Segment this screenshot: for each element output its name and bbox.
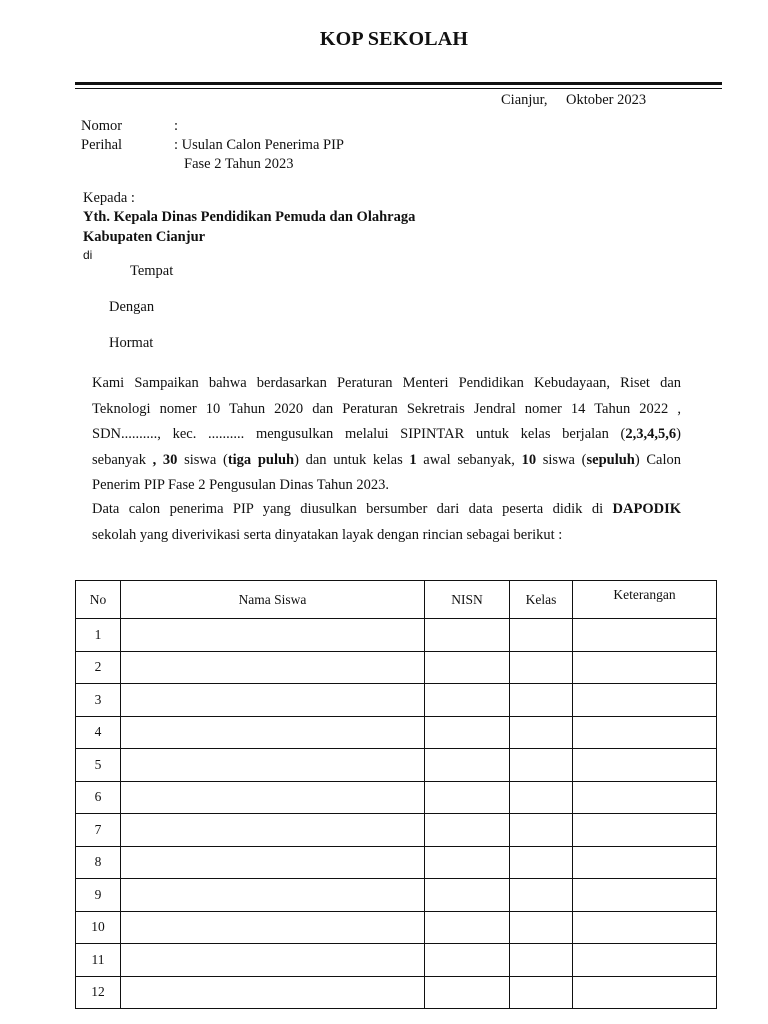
cell-kelas[interactable] (510, 749, 573, 782)
row-number: 5 (76, 749, 121, 782)
di-label: di (83, 248, 93, 262)
cell-keterangan[interactable] (573, 781, 717, 814)
cell-nisn[interactable] (425, 814, 510, 847)
cell-nama-siswa[interactable] (121, 651, 425, 684)
cell-kelas[interactable] (510, 944, 573, 977)
body-paragraph-1 (92, 371, 681, 499)
row-number: 4 (76, 716, 121, 749)
table-row (76, 879, 717, 912)
cell-nama-siswa[interactable] (121, 684, 425, 717)
paragraph1-line5: Penerim PIP Fase 2 Pengusulan Dinas Tahun 2023. (92, 477, 390, 493)
table-row (76, 911, 717, 944)
cell-nisn[interactable] (425, 944, 510, 977)
cell-kelas[interactable] (510, 619, 573, 652)
cell-keterangan[interactable] (573, 684, 717, 717)
cell-nama-siswa[interactable] (121, 749, 425, 782)
letter-date: Oktober 2023 (566, 92, 647, 108)
cell-nama-siswa[interactable] (121, 944, 425, 977)
table-row (76, 976, 717, 1009)
paragraph2-line1: Data calon penerima PIP yang diusulkan bersumber dari data peserta didik di DAPODIK (92, 501, 681, 517)
cell-nisn[interactable] (425, 846, 510, 879)
cell-keterangan[interactable] (573, 911, 717, 944)
cell-kelas[interactable] (510, 684, 573, 717)
column-header-nisn: NISN (425, 581, 510, 619)
table-row (76, 716, 717, 749)
cell-nama-siswa[interactable] (121, 781, 425, 814)
greeting-dengan: Dengan (109, 299, 155, 315)
table-row (76, 846, 717, 879)
table-row (76, 781, 717, 814)
row-number: 8 (76, 846, 121, 879)
row-number: 9 (76, 879, 121, 912)
cell-keterangan[interactable] (573, 716, 717, 749)
cell-kelas[interactable] (510, 814, 573, 847)
cell-nisn[interactable] (425, 651, 510, 684)
table-row (76, 651, 717, 684)
recipient-line2: Kabupaten Cianjur (83, 229, 206, 245)
perihal-value-line2: Fase 2 Tahun 2023 (184, 156, 294, 172)
student-table (75, 580, 717, 1009)
cell-nisn[interactable] (425, 911, 510, 944)
cell-nama-siswa[interactable] (121, 814, 425, 847)
table-header-row (76, 581, 717, 619)
row-number: 11 (76, 944, 121, 977)
city: Cianjur, (501, 92, 548, 108)
row-number: 6 (76, 781, 121, 814)
kepada-label: Kepada : (83, 190, 135, 206)
cell-keterangan[interactable] (573, 814, 717, 847)
paragraph1-line2: Teknologi nomer 10 Tahun 2020 dan Peraturan Sekretrais Jendral nomer 14 Tahun 2022 , (92, 400, 681, 417)
cell-nama-siswa[interactable] (121, 976, 425, 1009)
cell-nisn[interactable] (425, 749, 510, 782)
table-row (76, 619, 717, 652)
cell-kelas[interactable] (510, 651, 573, 684)
cell-nisn[interactable] (425, 781, 510, 814)
cell-nama-siswa[interactable] (121, 716, 425, 749)
cell-keterangan[interactable] (573, 846, 717, 879)
nomor-label: Nomor (81, 118, 123, 134)
row-number: 10 (76, 911, 121, 944)
table-row (76, 684, 717, 717)
cell-keterangan[interactable] (573, 976, 717, 1009)
recipient-line1: Yth. Kepala Dinas Pendidikan Pemuda dan Olahraga (83, 209, 416, 225)
nomor-value: : (174, 118, 179, 134)
column-header-kelas: Kelas (510, 581, 573, 619)
letterhead-rule-thin (75, 88, 722, 89)
letterhead-rule-thick (75, 82, 722, 85)
table-row (76, 749, 717, 782)
cell-nisn[interactable] (425, 976, 510, 1009)
tempat-label: Tempat (130, 263, 174, 279)
cell-nama-siswa[interactable] (121, 846, 425, 879)
row-number: 7 (76, 814, 121, 847)
cell-nisn[interactable] (425, 716, 510, 749)
cell-nama-siswa[interactable] (121, 879, 425, 912)
paragraph2-line2: sekolah yang diverivikasi serta dinyatakan layak dengan rincian sebagai berikut : (92, 526, 563, 543)
perihal-value: : Usulan Calon Penerima PIP (174, 137, 344, 153)
cell-nisn[interactable] (425, 684, 510, 717)
greeting-hormat: Hormat (109, 335, 154, 351)
cell-nisn[interactable] (425, 619, 510, 652)
cell-nisn[interactable] (425, 879, 510, 912)
cell-keterangan[interactable] (573, 944, 717, 977)
cell-kelas[interactable] (510, 846, 573, 879)
paragraph1-line3: SDN.........., kec. .......... mengusulkan melalui SIPINTAR untuk kelas berjalan (2,3,4,5,6) (92, 426, 681, 442)
column-header-nama-siswa: Nama Siswa (121, 581, 425, 619)
cell-nama-siswa[interactable] (121, 619, 425, 652)
cell-keterangan[interactable] (573, 619, 717, 652)
row-number: 3 (76, 684, 121, 717)
cell-nama-siswa[interactable] (121, 911, 425, 944)
cell-kelas[interactable] (510, 976, 573, 1009)
row-number: 12 (76, 976, 121, 1009)
cell-kelas[interactable] (510, 716, 573, 749)
table-row (76, 944, 717, 977)
cell-keterangan[interactable] (573, 651, 717, 684)
column-header-keterangan: Keterangan (573, 581, 717, 619)
body-paragraph-2 (92, 497, 681, 548)
row-number: 2 (76, 651, 121, 684)
paragraph1-line1: Kami Sampaikan bahwa berdasarkan Peraturan Menteri Pendidikan Kebudayaan, Riset dan (92, 375, 681, 391)
column-header-no: No (76, 581, 121, 619)
cell-kelas[interactable] (510, 879, 573, 912)
cell-kelas[interactable] (510, 781, 573, 814)
paragraph1-line4: sebanyak , 30 siswa (tiga puluh) dan untuk kelas 1 awal sebanyak, 10 siswa (sepuluh) Calon (92, 451, 681, 468)
cell-keterangan[interactable] (573, 879, 717, 912)
table-row (76, 814, 717, 847)
cell-kelas[interactable] (510, 911, 573, 944)
row-number: 1 (76, 619, 121, 652)
perihal-label: Perihal (81, 137, 123, 153)
letterhead-title: KOP SEKOLAH (319, 28, 469, 50)
cell-keterangan[interactable] (573, 749, 717, 782)
